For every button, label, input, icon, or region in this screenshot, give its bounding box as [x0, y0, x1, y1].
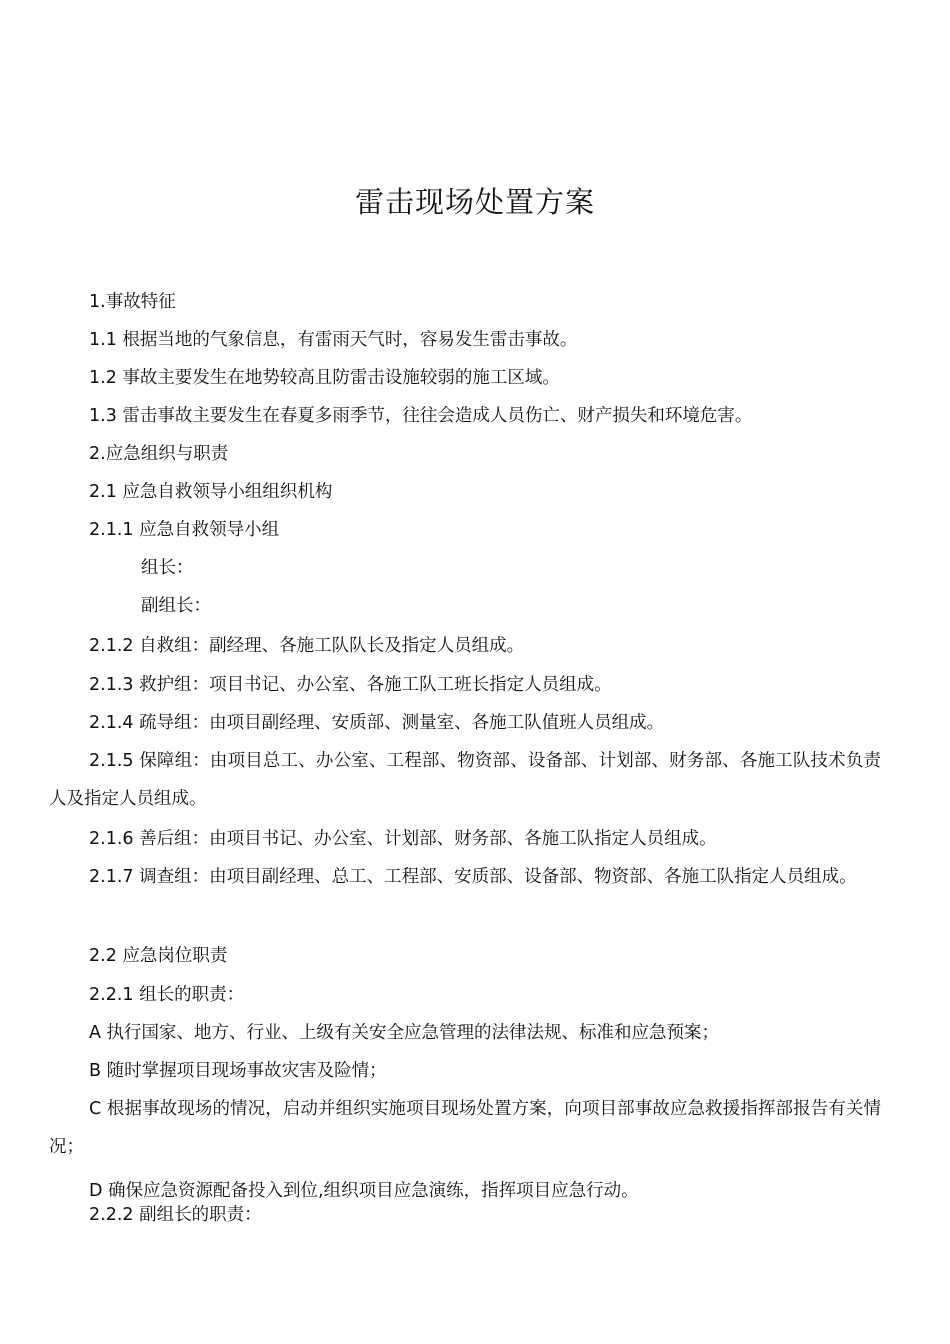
duty-item-d: D 确保应急资源配备投入到位,组织项目应急演练，指挥项目应急行动。: [89, 1181, 639, 1201]
paragraph-2-1-7: 2.1.7 调查组：由项目副经理、总工、工程部、安质部、设备部、物资部、各施工队指定人员组成。: [89, 867, 857, 887]
paragraph-2-1: 2.1 应急自救领导小组组织机构: [89, 482, 333, 502]
paragraph-1-2: 1.2 事故主要发生在地势较高且防雷击设施较弱的施工区域。: [89, 368, 560, 388]
heading-emergency-organization: 2.应急组织与职责: [89, 444, 229, 464]
paragraph-2-1-2: 2.1.2 自救组：副经理、各施工队队长及指定人员组成。: [89, 636, 525, 656]
duty-item-b: B 随时掌握项目现场事故灾害及险情；: [89, 1061, 387, 1081]
paragraph-2-1-1: 2.1.1 应急自救领导小组: [89, 520, 280, 540]
field-team-leader: 组长：: [141, 558, 194, 578]
heading-accident-features: 1.事故特征: [89, 292, 176, 312]
heading-2-2-1: 2.2.1 组长的职责：: [89, 985, 245, 1005]
paragraph-2-1-4: 2.1.4 疏导组：由项目副经理、安质部、测量室、各施工队值班人员组成。: [89, 713, 665, 733]
paragraph-2-1-6: 2.1.6 善后组：由项目书记、办公室、计划部、财务部、各施工队指定人员组成。: [89, 829, 717, 849]
paragraph-1-1: 1.1 根据当地的气象信息，有雷雨天气时，容易发生雷击事故。: [89, 330, 578, 350]
paragraph-2-1-5: 2.1.5 保障组：由项目总工、办公室、工程部、物资部、设备部、计划部、财务部、各施工队技术负责人及指定人员组成。: [49, 751, 881, 809]
duty-item-c: C 根据事故现场的情况，启动并组织实施项目现场处置方案，向项目部事故应急救援指挥部报告有关情况；: [49, 1099, 881, 1157]
heading-2-2-2: 2.2.2 副组长的职责：: [89, 1205, 262, 1225]
document-title: 雷击现场处置方案: [354, 185, 595, 219]
heading-2-2: 2.2 应急岗位职责: [89, 946, 228, 966]
duty-item-a: A 执行国家、地方、行业、上级有关安全应急管理的法律法规、标准和应急预案；: [89, 1023, 720, 1043]
paragraph-2-1-3: 2.1.3 救护组：项目书记、办公室、各施工队工班长指定人员组成。: [89, 675, 612, 695]
paragraph-1-3: 1.3 雷击事故主要发生在春夏多雨季节，往往会造成人员伤亡、财产损失和环境危害。: [89, 406, 753, 426]
field-deputy-team-leader: 副组长：: [141, 596, 211, 616]
